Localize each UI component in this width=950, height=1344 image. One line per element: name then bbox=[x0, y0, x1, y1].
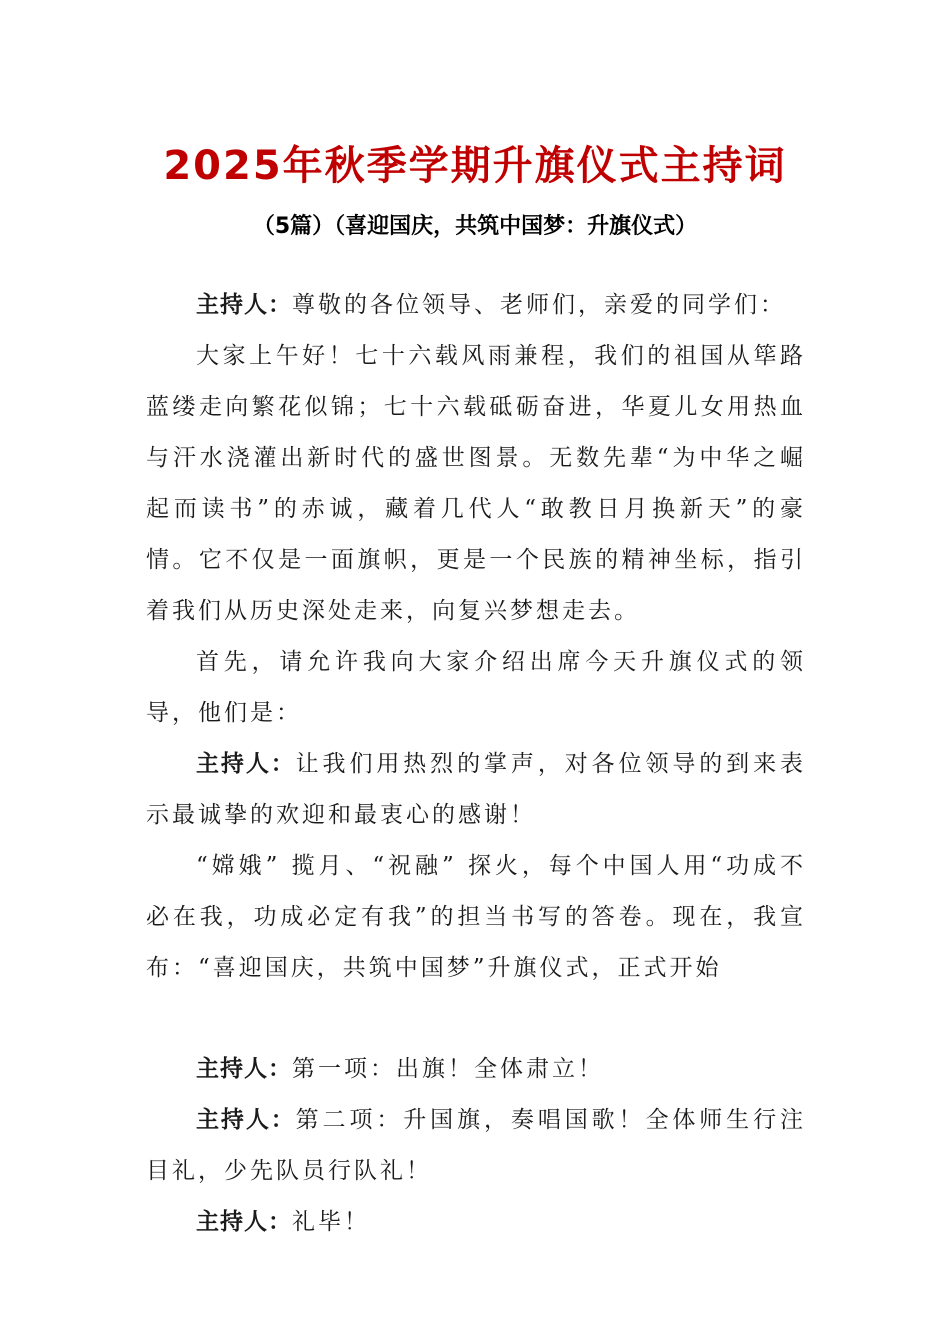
document-body bbox=[146, 280, 806, 1248]
speaker-label: 主持人： bbox=[196, 1107, 296, 1133]
document-subtitle: （5篇）（喜迎国庆，共筑中国梦：升旗仪式） bbox=[252, 214, 698, 239]
paragraph-text: 第二项：升国旗，奏唱国歌！全体师生行注目礼，少先队员行队礼！ bbox=[146, 1107, 807, 1184]
speaker-label: 主持人： bbox=[196, 751, 296, 777]
speaker-label: 主持人： bbox=[196, 1209, 292, 1235]
paragraph-text: 第一项：出旗！全体肃立！ bbox=[292, 1056, 604, 1082]
paragraph-salute-end bbox=[146, 1197, 806, 1248]
paragraph-introduce-leaders: 首先，请允许我向大家介绍出席今天升旗仪式的领导，他们是： bbox=[146, 649, 806, 726]
paragraph-text: 尊敬的各位领导、老师们，亲爱的同学们： bbox=[292, 292, 786, 318]
paragraph-welcome bbox=[146, 739, 806, 841]
paragraph-text: 礼毕！ bbox=[292, 1209, 370, 1235]
paragraph-text: 让我们用热烈的掌声，对各位领导的到来表示最诚挚的欢迎和最衷心的感谢！ bbox=[146, 751, 807, 828]
paragraph-item-one bbox=[146, 1044, 806, 1095]
speaker-label: 主持人： bbox=[196, 1056, 292, 1082]
document-title: 2025年秋季学期升旗仪式主持词 bbox=[163, 143, 787, 189]
paragraph-item-two bbox=[146, 1095, 806, 1197]
paragraph-opening: 大家上午好！七十六载风雨兼程，我们的祖国从筚路蓝缕走向繁花似锦；七十六载砥砺奋进，华夏儿女用热血与汗水浇灌出新时代的盛世图景。无数先辈“为中华之崛起而读书”的赤诚，藏着几代人“敢教日月换新天”的豪情。它不仅是一面旗帜，更是一个民族的精神坐标，指引着我们从历史深处走来，向复兴梦想走去。 bbox=[146, 343, 806, 624]
blank-line bbox=[146, 994, 806, 1044]
paragraph-declaration: “嫦娥” 揽月、“祝融” 探火，每个中国人用“功成不必在我，功成必定有我”的担当书写的答卷。现在，我宣布：“喜迎国庆，共筑中国梦”升旗仪式，正式开始 bbox=[146, 853, 806, 981]
speaker-label: 主持人： bbox=[196, 292, 292, 318]
paragraph-greeting bbox=[146, 280, 806, 331]
